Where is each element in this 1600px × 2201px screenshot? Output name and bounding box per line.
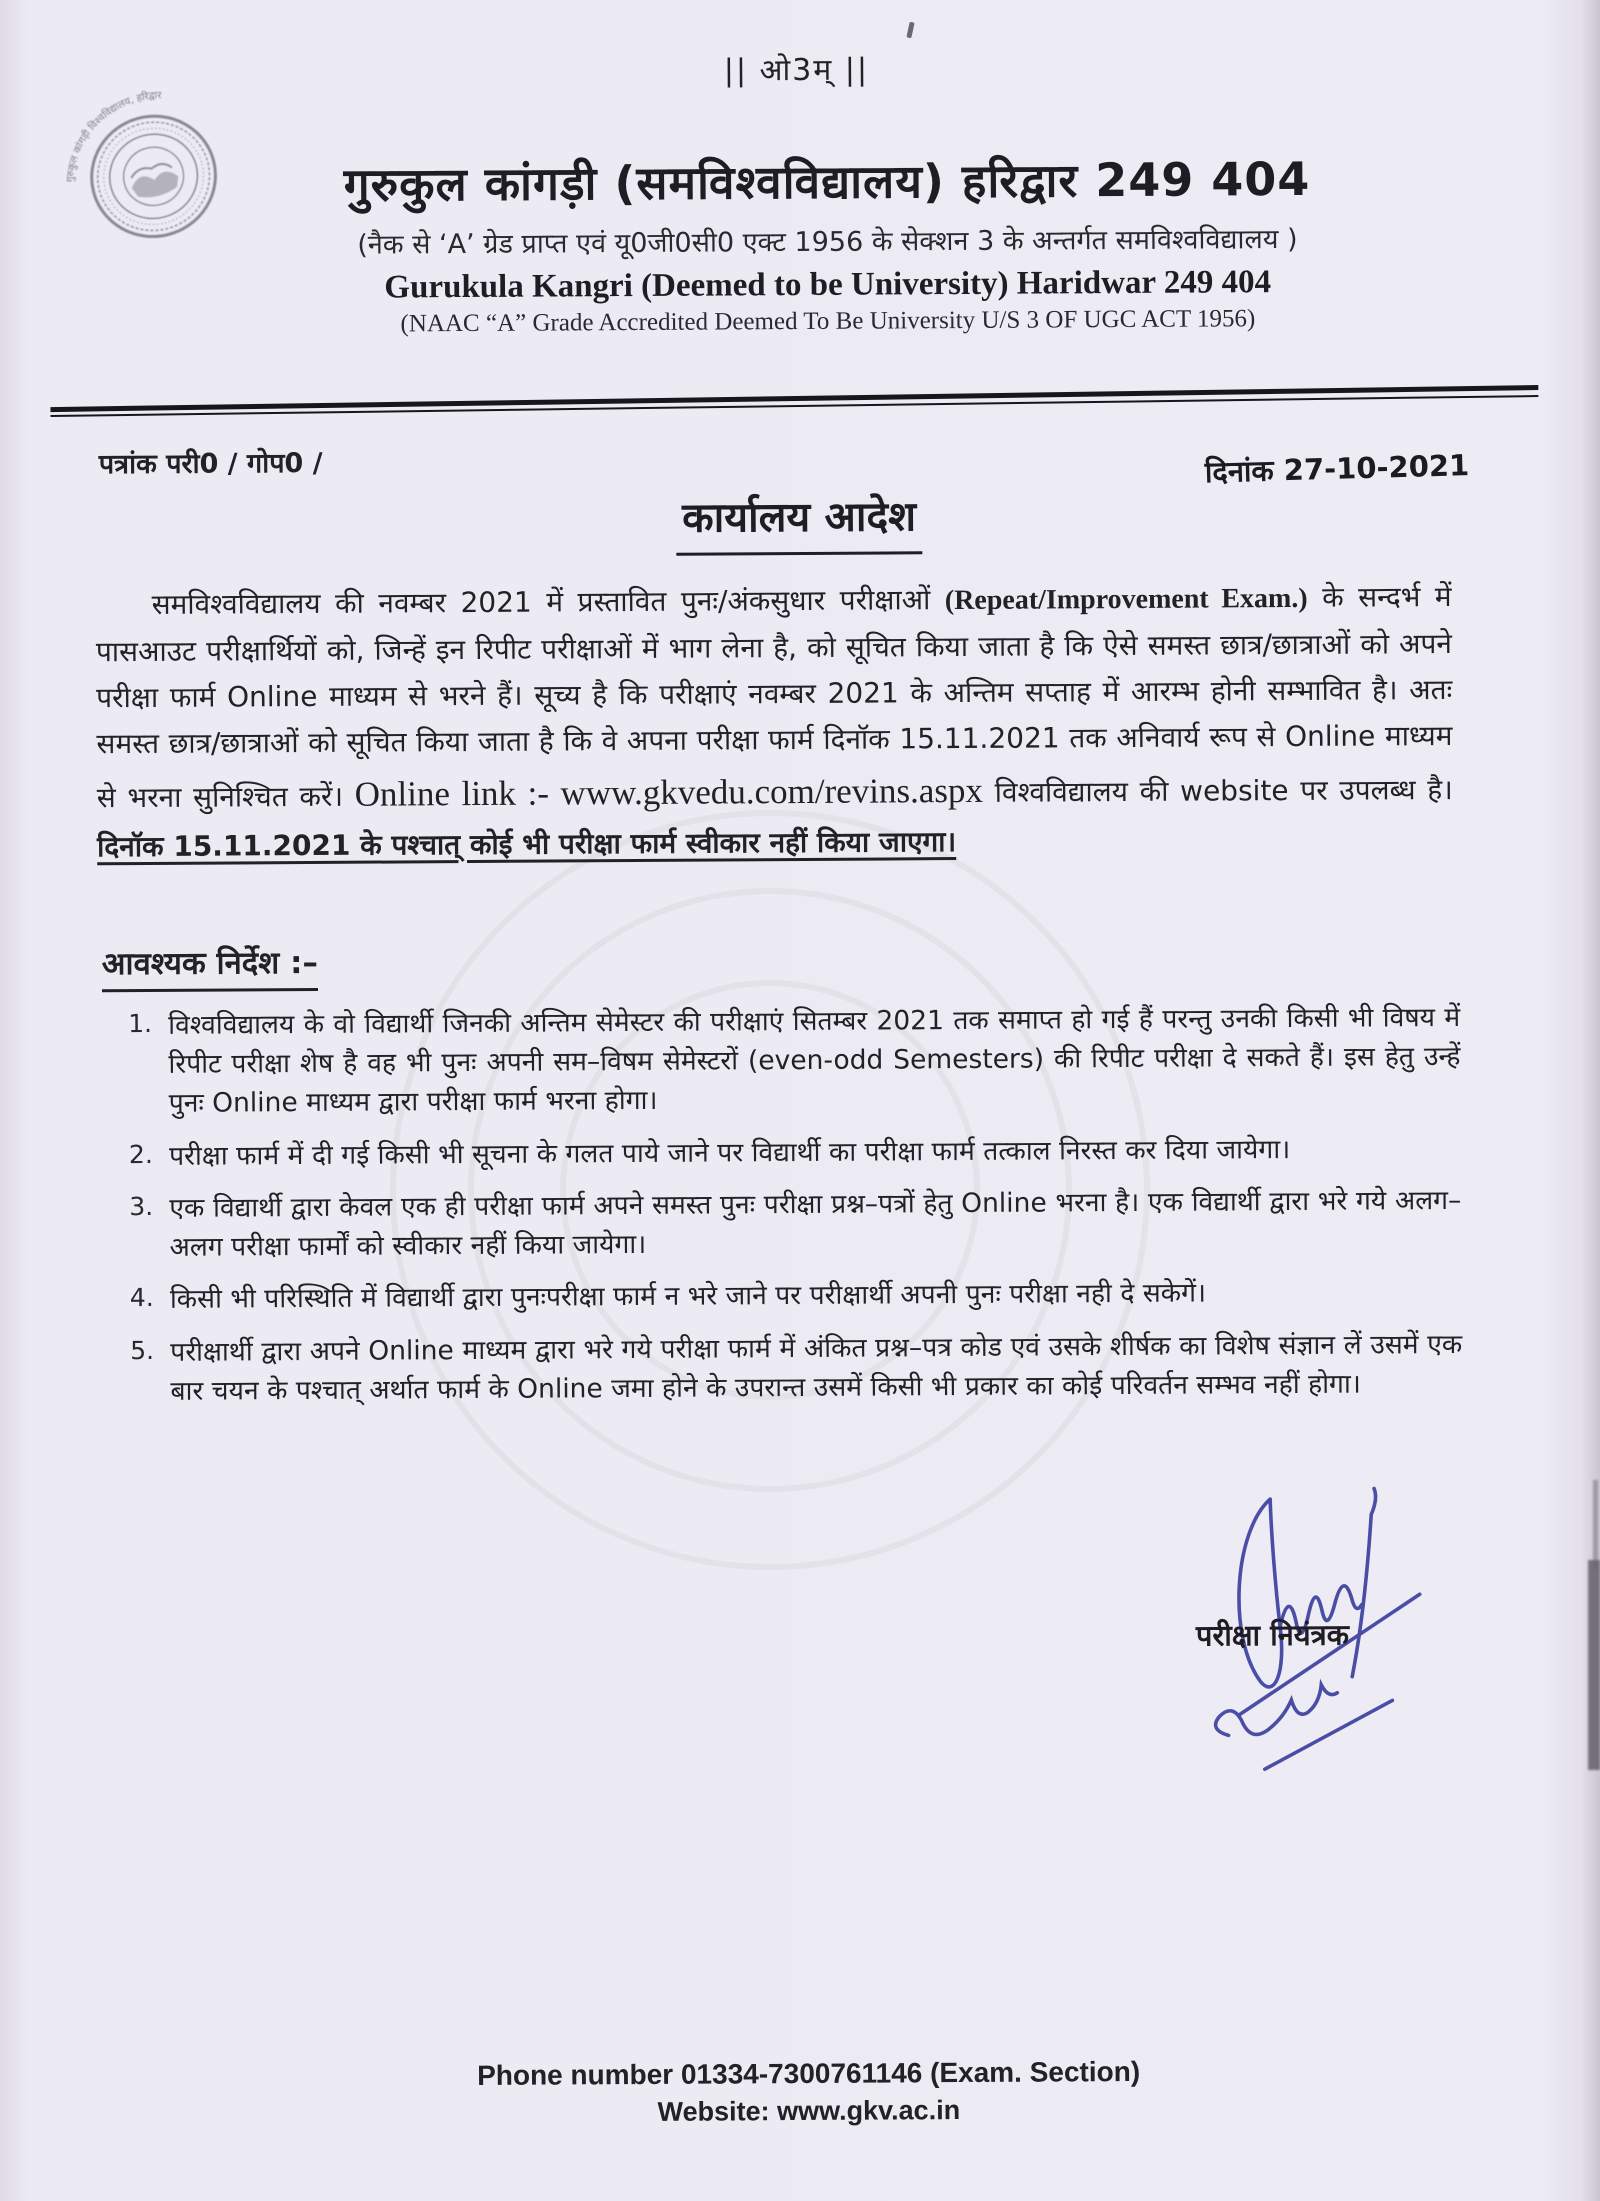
university-subtitle-hindi: (नैक से ‘A’ ग्रेड प्राप्त एवं यू0जी0सी0 एक्ट 1956 के सेक्शन 3 के अन्तर्गत समविश्वविद्यालय ) [357, 223, 1298, 261]
instruction-text: किसी भी परिस्थिति में विद्यार्थी द्वारा पुनःपरीक्षा फार्म न भरे जाने पर परीक्षार्थी अपनी पुनः परीक्षा नही दे सकेगें। [169, 1277, 1207, 1316]
deadline-warning-text: दिनॉक 15.11.2021 के पश्चात् कोई भी परीक्षा फार्म स्वीकार नहीं किया जाएगा। [97, 825, 957, 864]
instruction-item-4 [130, 1272, 1462, 1319]
instruction-text: विश्वविद्यालय के वो विद्यार्थी जिनकी अन्तिम सेमेस्टर की परीक्षाएं सितम्बर 2021 तक समाप्त हो गई हैं परन्तु उनकी किसी भी विषय में रिपीट परीक्षा शेष है वह भी पुनः अपनी सम–विषम सेमेस्टरों (even-odd Semesters) की रिपीट परीक्षा दे सकते हैं। इस हेतु उन्हें पुनः Online माध्यम द्वारा परीक्षा फार्म भरना होगा। [168, 1001, 1461, 1120]
instruction-text: परीक्षार्थी द्वारा अपने Online माध्यम द्वारा भरे गये परीक्षा फार्म में अंकित प्रश्न–पत्र कोड एवं उसके शीर्षक का विशेष संज्ञान लें उसमें एक बार चयन के पश्चात् अर्थात फार्म के Online जमा होने के उपरान्त उसमें किसी भी प्रकार का कोई परिवर्तन सम्भव नहीं होगा। [170, 1328, 1463, 1407]
body-seg-3: के सन्दर्भ में पासआउट परीक्षार्थियों को, जिन्हें इन रिपीट परीक्षाओं में भाग लेना है, को सूचित किया जाता है कि ऐसे समस्त छात्र/छात्राओं को अपने परीक्षा फार्म Online माध्यम से भरने हैं। सूच्य है कि परीक्षाएं नवम्बर 2021 के अन्तिम सप्ताह में आरम्भ होनी सम्भावित है। अतः समस्त छात्र/छात्राओं को सूचित किया जाता है कि वे अपना परीक्षा फार्म दिनॉक 15.11.2021 तक अनिवार्य रूप से Online माध्यम से भरना सुनिश्चित करें। [95, 580, 1453, 814]
instruction-item-3 [129, 1181, 1461, 1268]
instruction-item-1 [128, 998, 1461, 1124]
order-title: कार्यालय आदेश [0, 483, 1599, 560]
body-seg-repeat-improvement: (Repeat/Improvement Exam.) [944, 582, 1308, 617]
body-seg-5: विश्वविद्यालय की website पर उपलब्ध है। [982, 772, 1453, 809]
instruction-item-2 [129, 1129, 1461, 1176]
footer [9, 2053, 1600, 2132]
university-title-english: Gurukula Kangri (Deemed to be University) Haridwar 249 404 [384, 264, 1272, 306]
instruction-text: परीक्षा फार्म में दी गई किसी भी सूचना के गलत पाये जाने पर विद्यार्थी का परीक्षा फार्म तत्काल निरस्त कर दिया जायेगा। [168, 1133, 1291, 1172]
instruction-text: एक विद्यार्थी द्वारा केवल एक ही परीक्षा फार्म अपने समस्त पुनः परीक्षा प्रश्न–पत्रों हेतु Online भरना है। एक विद्यार्थी द्वारा भरे गये अलग–अलग परीक्षा फार्मों को स्वीकार नहीं किया जायेगा। [169, 1184, 1462, 1263]
om-invocation: || ओ3म् || [723, 52, 870, 89]
instruction-number: 2. [128, 1139, 153, 1169]
instruction-number: 4. [129, 1283, 154, 1313]
letter-date: दिनांक 27-10-2021 [1204, 448, 1470, 490]
instruction-item-5 [130, 1324, 1462, 1411]
signature-block [1155, 1476, 1517, 1778]
instruction-number: 1. [128, 1008, 153, 1039]
footer-phone: Phone number 01334-7300761146 (Exam. Section) [477, 2055, 1141, 2091]
online-link-text: Online link :- www.gkvedu.com/revins.aspx [354, 770, 984, 814]
footer-website: Website: www.gkv.ac.in [657, 2095, 961, 2127]
seal-arc-label: गुरुकुल कांगड़ी विश्वविद्यालय, हरिद्वार [65, 90, 162, 183]
instruction-number: 3. [129, 1191, 154, 1221]
instructions-list [128, 998, 1463, 1424]
signatory-designation: परीक्षा नियंत्रक [1195, 1617, 1350, 1653]
instructions-heading: आवश्यक निर्देश :– [102, 941, 318, 992]
order-body-paragraph [96, 574, 1454, 870]
body-seg-1: समविश्वविद्यालय की नवम्बर 2021 में प्रस्तावित पुनः/अंकसुधार परीक्षाओं [151, 583, 945, 621]
university-title-hindi: गुरुकुल कांगड़ी (समविश्वविद्यालय) हरिद्वार 249 404 [343, 151, 1311, 212]
letter-number: पत्रांक परी0 / गोप0 / [98, 447, 323, 481]
letterhead [117, 145, 1538, 340]
university-subtitle-english: (NAAC “A” Grade Accredited Deemed To Be University U/S 3 OF UGC ACT 1956) [400, 305, 1256, 338]
instruction-number: 5. [130, 1335, 155, 1365]
